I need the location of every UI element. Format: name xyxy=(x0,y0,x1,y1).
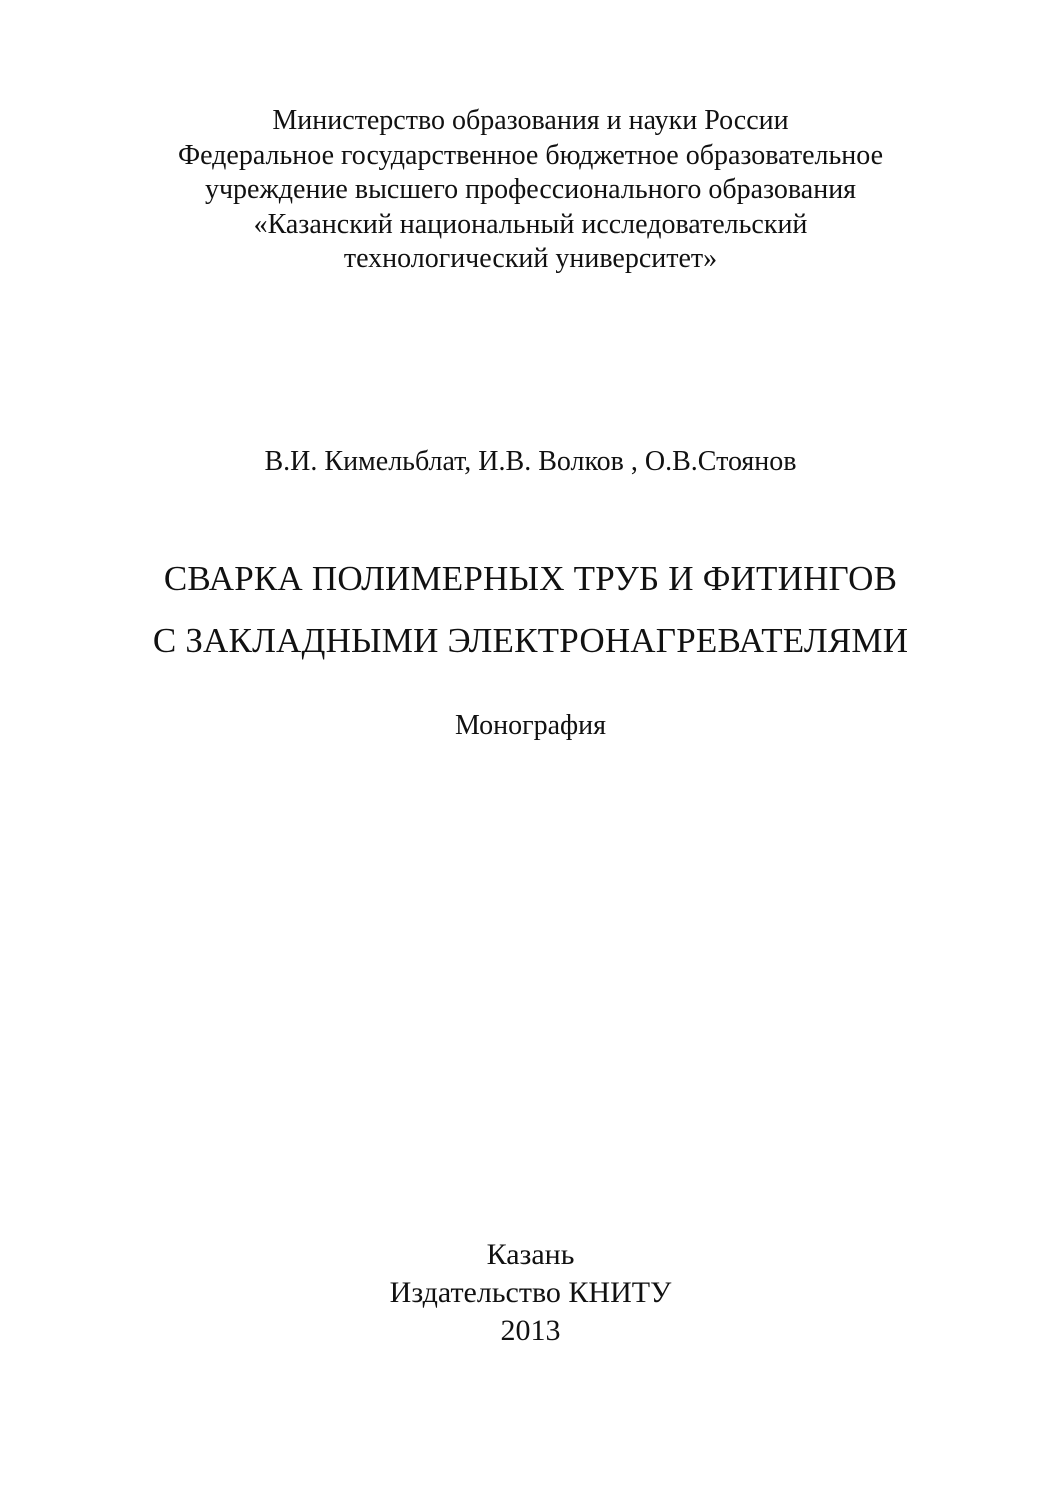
book-title xyxy=(0,548,1061,672)
institution-line: «Казанский национальный исследовательский xyxy=(253,208,808,240)
institution-line: Министерство образования и науки России xyxy=(272,105,789,136)
book-title-line: С ЗАКЛАДНЫМИ ЭЛЕКТРОНАГРЕВАТЕЛЯМИ xyxy=(152,621,909,660)
imprint xyxy=(0,1236,1061,1350)
imprint-year: 2013 xyxy=(500,1314,561,1347)
book-title-line: СВАРКА ПОЛИМЕРНЫХ ТРУБ И ФИТИНГОВ xyxy=(163,559,898,598)
authors xyxy=(0,444,1061,480)
institution-line: учреждение высшего профессионального образования xyxy=(204,174,857,205)
institution-header xyxy=(0,104,1061,277)
institution-line: технологический университет» xyxy=(343,243,718,274)
publication-type-label: Монография xyxy=(454,710,607,741)
imprint-publisher: Издательство КНИТУ xyxy=(389,1276,672,1309)
authors-line: В.И. Кимельблат, И.В. Волков , О.В.Стоянов xyxy=(264,446,797,477)
institution-line: Федеральное государственное бюджетное образовательное xyxy=(177,139,884,171)
publication-type xyxy=(0,708,1061,744)
imprint-city: Казань xyxy=(486,1238,575,1271)
